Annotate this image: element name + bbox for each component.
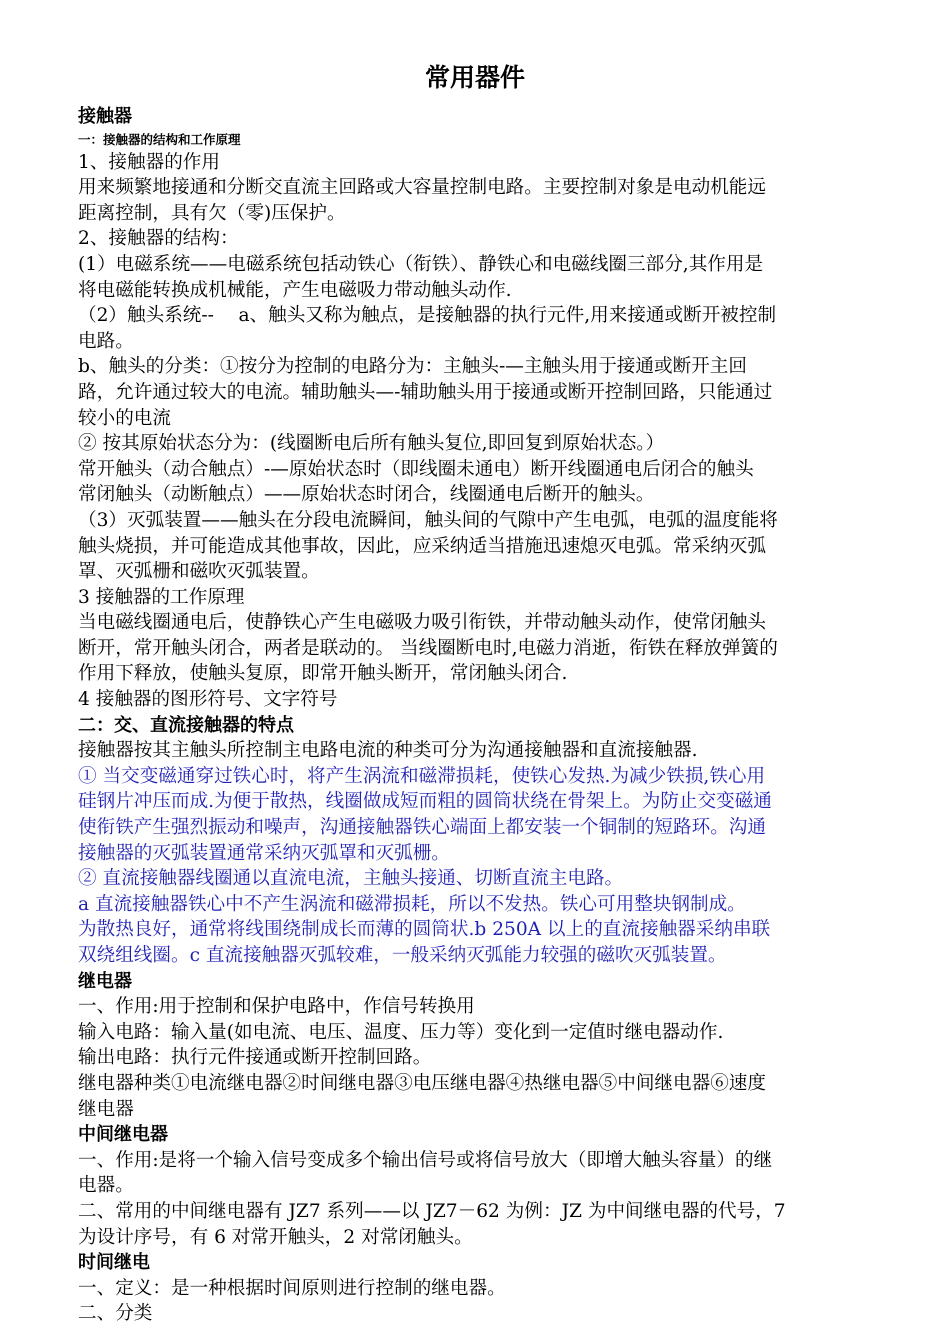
section-heading: 二：交、直流接触器的特点 [78, 714, 294, 736]
text-line: 继电器 [78, 1098, 134, 1120]
text-line: ② 按其原始状态分为：(线圈断电后所有触头复位,即回复到原始状态。） [78, 433, 665, 455]
text-line: b、触头的分类：①按分为控制的电路分为：主触头-—主触头用于接通或断开主回 [78, 356, 747, 378]
text-line: 电器。 [78, 1175, 134, 1197]
text-line: 作用下释放，使触头复原，即常开触头断开，常闭触头闭合. [78, 663, 568, 685]
text-line: 为设计序号，有 6 对常开触头，2 对常闭触头。 [78, 1226, 473, 1248]
text-line: ① 当交变磁通穿过铁心时，将产生涡流和磁滞损耗，使铁心发热.为减少铁损,铁心用 [78, 765, 766, 787]
text-line: a 直流接触器铁心中不产生涡流和磁滞损耗，所以不发热。铁心可用整块钢制成。 [78, 893, 746, 915]
text-line: 一、定义：是一种根据时间原则进行控制的继电器。 [78, 1277, 506, 1299]
text-line: ② 直流接触器线圈通以直流电流，主触头接通、切断直流主电路。 [78, 868, 624, 890]
text-line: 输出电路：执行元件接通或断开控制回路。 [78, 1047, 432, 1069]
section-heading: 中间继电器 [78, 1124, 168, 1146]
text-line: 一、作用:是将一个输入信号变成多个输出信号或将信号放大（即增大触头容量）的继 [78, 1149, 773, 1171]
subsection-heading: 一：接触器的结构和工作原理 [78, 131, 241, 147]
text-line: 当电磁线圈通电后，使静铁心产生电磁吸力吸引衔铁，并带动触头动作，使常闭触头 [78, 612, 766, 634]
text-line: （3）灭弧装置——触头在分段电流瞬间，触头间的气隙中产生电弧，电弧的温度能将 [78, 509, 778, 531]
text-line: 二、常用的中间继电器有 JZ7 系列——以 JZ7－62 为例：JZ 为中间继电器的代号，7 [78, 1200, 786, 1222]
text-line: 较小的电流 [78, 407, 171, 429]
text-line: 输入电路：输入量(如电流、电压、温度、压力等）变化到一定值时继电器动作. [78, 1021, 724, 1043]
text-line: 罩、灭弧栅和磁吹灭弧装置。 [78, 561, 320, 583]
text-line: 用来频繁地接通和分断交直流主回路或大容量控制电路。主要控制对象是电动机能远 [78, 177, 766, 199]
section-heading: 接触器 [78, 106, 132, 127]
text-line: 断开，常开触头闭合，两者是联动的。 当线圈断电时,电磁力消逝，衔铁在释放弹簧的 [78, 637, 778, 659]
text-line: 1、接触器的作用 [78, 151, 220, 173]
text-line: （2）触头系统-- a、触头又称为触点，是接触器的执行元件,用来接通或断开被控制 [78, 305, 777, 327]
section-heading: 继电器 [78, 970, 132, 992]
text-line: 为散热良好，通常将线围绕制成长而薄的圆筒状.b 250A 以上的直流接触器采纳串联 [78, 919, 771, 941]
text-line: 硅钢片冲压而成.为便于散热，线圈做成短而粗的圆筒状绕在骨架上。为防止交变磁通 [78, 791, 772, 813]
page-title: 常用器件 [424, 63, 525, 92]
text-line: 常闭触头（动断触点）——原始状态时闭合，线圈通电后断开的触头。 [78, 484, 655, 506]
text-line: (1）电磁系统——电磁系统包括动铁心（衔铁）、静铁心和电磁线圈三部分,其作用是 [78, 253, 764, 275]
text-line: 3 接触器的工作原理 [78, 586, 245, 608]
text-line: 路，允许通过较大的电流。辅助触头—-辅助触头用于接通或断开控制回路，只能通过 [78, 381, 773, 403]
text-line: 距离控制，具有欠（零)压保护。 [78, 202, 346, 224]
text-line: 一、作用:用于控制和保护电路中，作信号转换用 [78, 996, 475, 1018]
text-line: 触头烧损，并可能造成其他事故，因此，应采纳适当措施迅速熄灭电弧。常采纳灭弧 [78, 535, 766, 557]
text-line: 常开触头（动合触点）-—原始状态时（即线圈未通电）断开线圈通电后闭合的触头 [78, 458, 754, 480]
text-line: 2、接触器的结构： [78, 228, 239, 250]
text-line: 继电器种类①电流继电器②时间继电器③电压继电器④热继电器⑤中间继电器⑥速度 [78, 1072, 766, 1094]
text-line: 双绕组线圈。c 直流接触器灭弧较难，一般采纳灭弧能力较强的磁吹灭弧装置。 [78, 945, 727, 966]
text-line: 接触器按其主触头所控制主电路电流的种类可分为沟通接触器和直流接触器. [78, 740, 698, 762]
text-line: 接触器的灭弧装置通常采纳灭弧罩和灭弧栅。 [78, 842, 450, 864]
text-line: 电路。 [78, 330, 134, 352]
text-line: 使衔铁产生强烈振动和噪声，沟通接触器铁心端面上都安装一个铜制的短路环。沟通 [78, 817, 766, 839]
section-heading: 时间继电 [78, 1252, 150, 1274]
document-body [78, 104, 918, 1327]
text-line: 二、分类 [78, 1303, 153, 1325]
text-line: 将电磁能转换成机械能，产生电磁吸力带动触头动作. [78, 279, 512, 301]
text-line: 4 接触器的图形符号、文字符号 [78, 689, 338, 711]
